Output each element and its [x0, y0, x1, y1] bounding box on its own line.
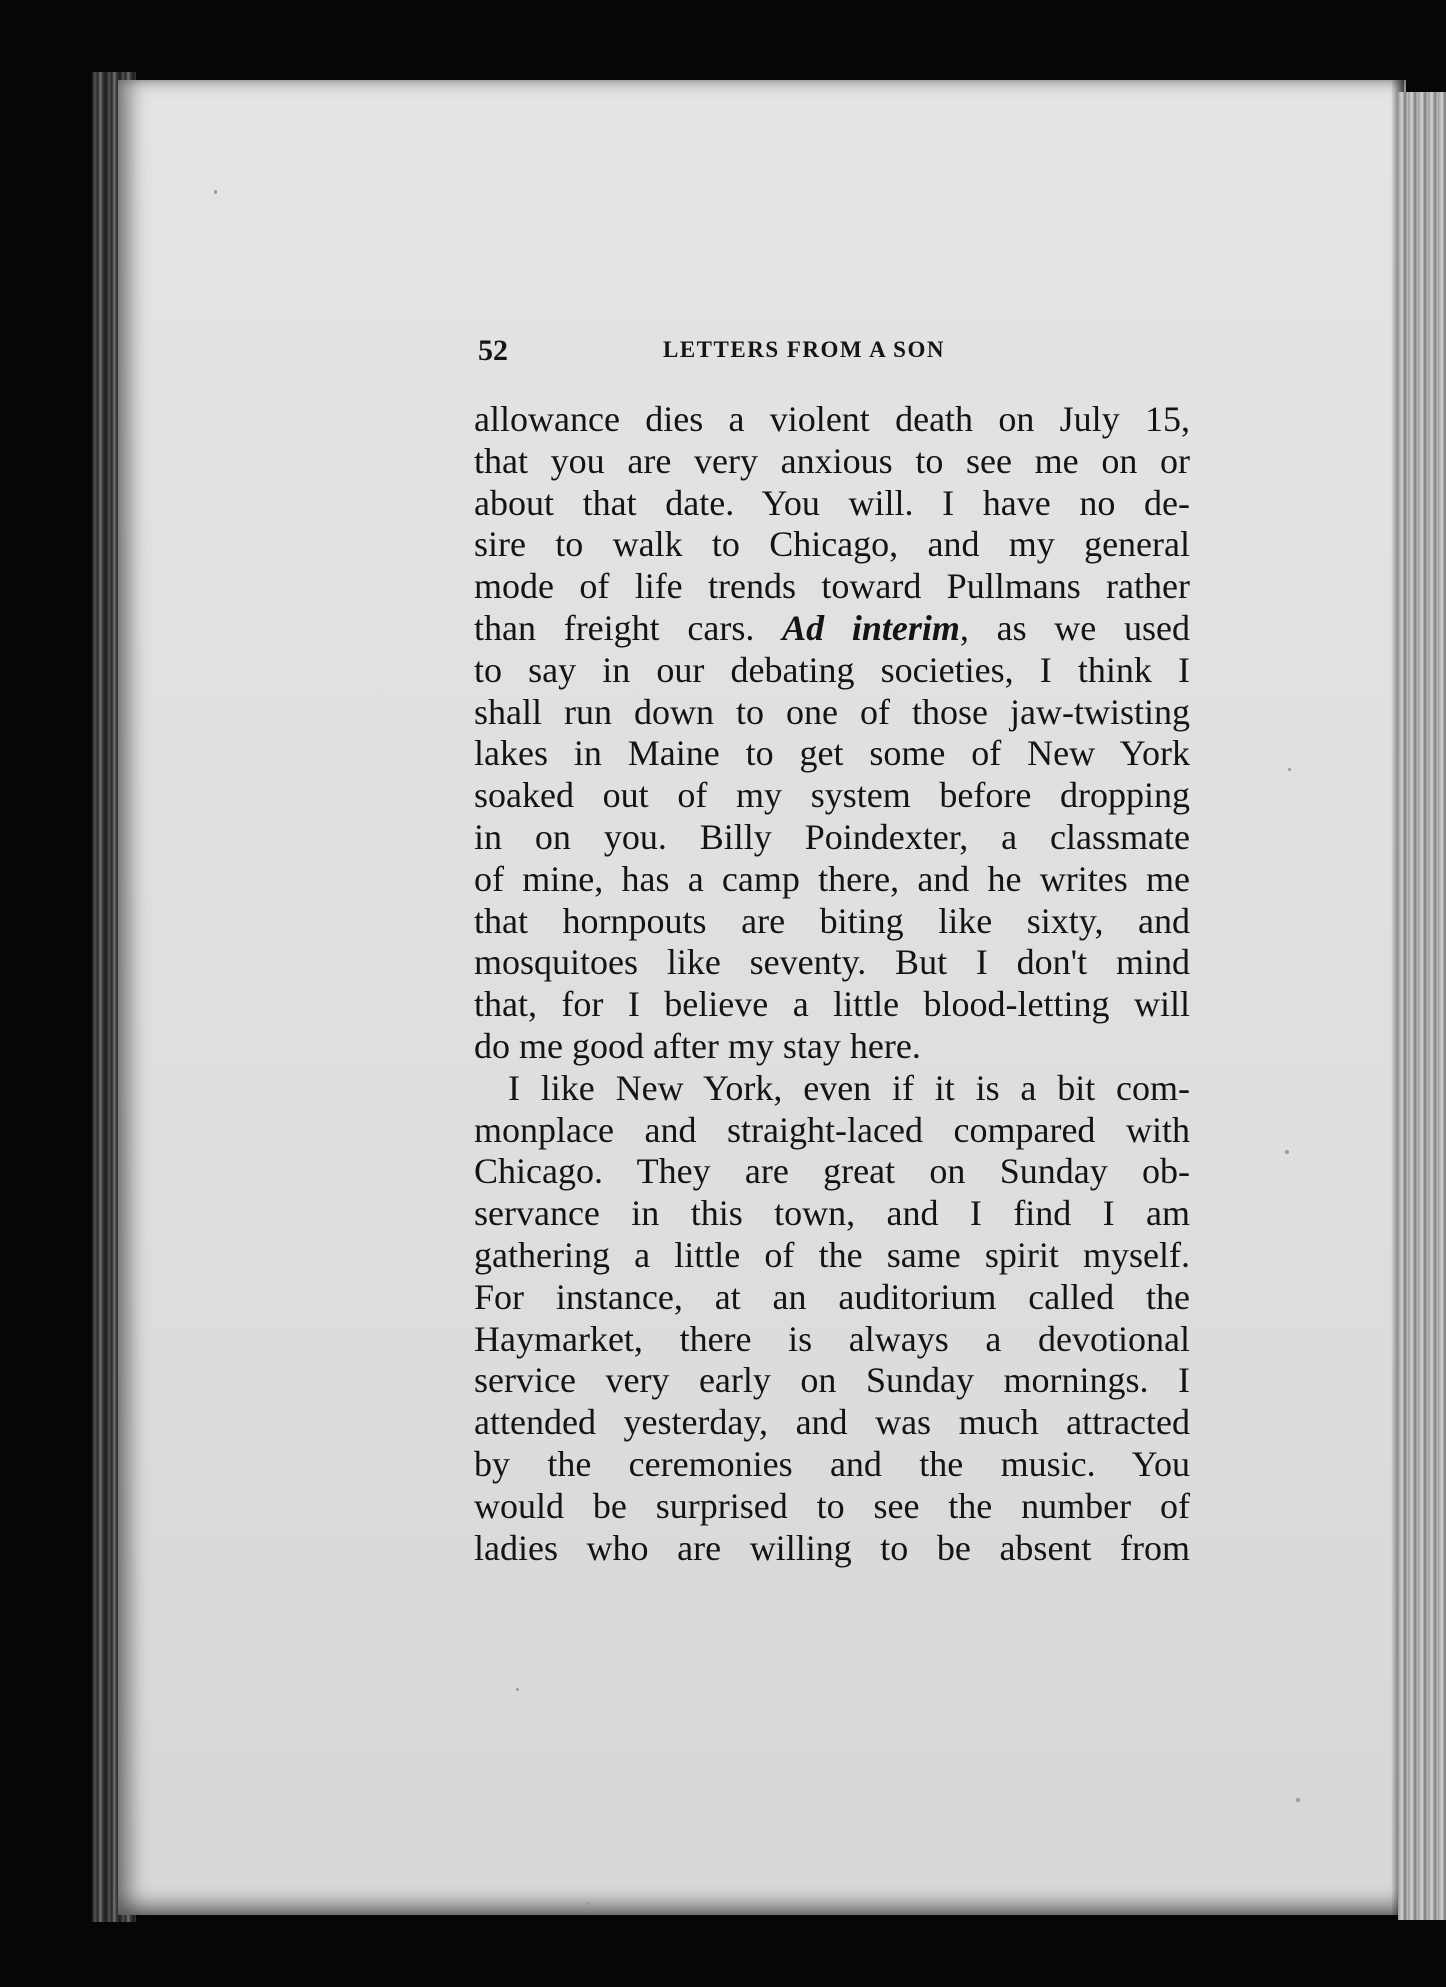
- dust-speck: [586, 1902, 589, 1905]
- page-number: 52: [478, 334, 508, 367]
- text-line: by the ceremonies and the music. You: [474, 1443, 1190, 1484]
- text-line: do me good after my stay here.: [474, 1025, 921, 1066]
- text-line-with-italic: [474, 608, 1190, 650]
- text-line: about that date. You will. I have no de-: [474, 482, 1190, 523]
- dust-speck: [1285, 1150, 1289, 1154]
- text-line: monplace and straight-laced compared with: [474, 1109, 1190, 1150]
- text-line: Chicago. They are great on Sunday ob-: [474, 1151, 1190, 1192]
- text-line: that you are very anxious to see me on or: [474, 440, 1190, 481]
- text-line: that hornpouts are biting like sixty, and: [474, 900, 1190, 941]
- italic-phrase: Ad interim: [782, 607, 960, 648]
- text-line: in on you. Billy Poindexter, a classmate: [474, 816, 1190, 857]
- running-head: [478, 334, 1198, 374]
- text-line: gathering a little of the same spirit myself.: [474, 1234, 1190, 1275]
- text-fragment: , as we used: [959, 607, 1191, 648]
- text-line: allowance dies a violent death on July 15,: [474, 399, 1190, 439]
- text-line: mode of life trends toward Pullmans rather: [474, 566, 1190, 607]
- dust-speck: [516, 1688, 519, 1691]
- text-line: sire to walk to Chicago, and my general: [474, 524, 1190, 565]
- text-line: to say in our debating societies, I think I: [474, 649, 1190, 690]
- body-text: [474, 399, 1190, 1569]
- dust-speck: [1288, 768, 1291, 771]
- text-line: For instance, at an auditorium called the: [474, 1276, 1190, 1317]
- text-line: attended yesterday, and was much attracted: [474, 1402, 1190, 1443]
- text-line: Haymarket, there is always a devotional: [474, 1318, 1190, 1359]
- text-line: that, for I believe a little blood-letting will: [474, 984, 1190, 1025]
- text-line: servance in this town, and I find I am: [474, 1193, 1190, 1234]
- dust-speck: [214, 190, 217, 194]
- text-line: shall run down to one of those jaw-twisting: [474, 691, 1190, 732]
- dust-speck: [1296, 1798, 1300, 1802]
- text-line: would be surprised to see the number of: [474, 1485, 1190, 1526]
- next-page-edge: [1398, 92, 1446, 1920]
- running-title: LETTERS FROM A SON: [663, 337, 945, 362]
- text-line: mosquitoes like seventy. But I don't mind: [474, 942, 1190, 983]
- text-line: service very early on Sunday mornings. I: [474, 1360, 1190, 1401]
- text-line: I like New York, even if it is a bit com-: [508, 1067, 1190, 1108]
- text-line: of mine, has a camp there, and he writes me: [474, 858, 1190, 899]
- text-fragment: than freight cars.: [474, 607, 755, 648]
- text-line: lakes in Maine to get some of New York: [474, 733, 1190, 774]
- text-line: soaked out of my system before dropping: [474, 775, 1190, 816]
- text-line: ladies who are willing to be absent from: [474, 1527, 1190, 1568]
